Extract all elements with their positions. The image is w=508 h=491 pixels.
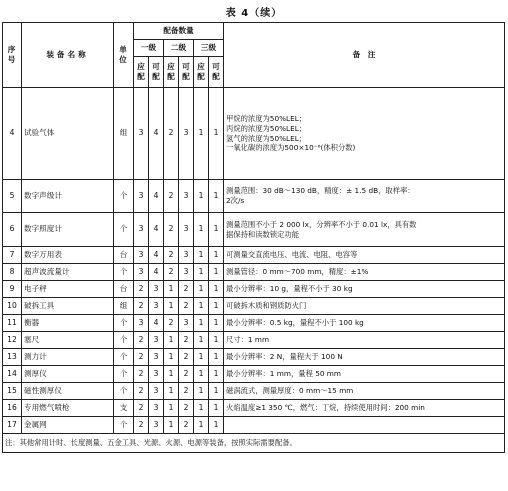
- remarks-cell: [224, 247, 505, 264]
- quantity-cell: 3: [179, 315, 194, 332]
- unit-cell: 个: [114, 180, 134, 213]
- quantity-cell: 3: [134, 213, 149, 247]
- seq-cell: 4: [3, 88, 22, 180]
- quantity-cell: 1: [209, 213, 224, 247]
- header-unit: 单位: [114, 23, 134, 88]
- quantity-cell: 2: [164, 180, 179, 213]
- quantity-cell: 3: [134, 180, 149, 213]
- quantity-cell: 4: [149, 88, 164, 180]
- quantity-cell: 2: [164, 88, 179, 180]
- quantity-cell: 1: [194, 281, 209, 298]
- quantity-cell: 1: [209, 88, 224, 180]
- remarks-line: 据保持和读数锁定功能: [226, 229, 299, 239]
- equipment-name-cell: 塞尺: [22, 332, 114, 349]
- table-title: 表 4（续）: [225, 8, 283, 19]
- table-row: [3, 349, 505, 366]
- quantity-cell: 1: [209, 281, 224, 298]
- seq-cell: 6: [3, 213, 22, 247]
- header-level-3: 三级: [194, 40, 224, 57]
- remarks-line: 测量管径：0 mm～700 mm，精度：±1%: [226, 267, 369, 277]
- unit-cell: 台: [114, 247, 134, 264]
- header-seq: 序号: [3, 23, 22, 88]
- quantity-cell: 1: [194, 88, 209, 180]
- unit-cell: 支: [114, 400, 134, 417]
- quantity-cell: 1: [209, 247, 224, 264]
- quantity-cell: 3: [179, 264, 194, 281]
- quantity-cell: 4: [149, 247, 164, 264]
- quantity-cell: 2: [134, 417, 149, 434]
- equipment-table: [2, 22, 505, 453]
- quantity-cell: 4: [149, 315, 164, 332]
- remarks-cell: [224, 213, 505, 247]
- table-row: [3, 281, 505, 298]
- quantity-cell: 1: [209, 366, 224, 383]
- seq-cell: 10: [3, 298, 22, 315]
- equipment-name-cell: 测厚仪: [22, 366, 114, 383]
- remarks-line: 火焰温度≥1 350 ℃，燃气：丁烷，持续使用时间：200 min: [226, 403, 425, 413]
- header-name: 装备名称: [22, 23, 114, 88]
- remarks-line: 甲烷的浓度为50%LEL；: [226, 113, 307, 123]
- remarks-cell: [224, 417, 505, 434]
- unit-cell: 个: [114, 213, 134, 247]
- remarks-line: 最小分辨率：10 g，量程不小于 30 kg: [226, 284, 353, 294]
- quantity-cell: 2: [179, 332, 194, 349]
- table-body: [3, 88, 505, 434]
- quantity-cell: 1: [164, 400, 179, 417]
- table-row: [3, 383, 505, 400]
- remarks-cell: [224, 366, 505, 383]
- quantity-cell: 1: [209, 400, 224, 417]
- quantity-cell: 2: [134, 400, 149, 417]
- quantity-cell: 2: [179, 400, 194, 417]
- table-row: [3, 366, 505, 383]
- quantity-cell: 1: [194, 349, 209, 366]
- quantity-cell: 2: [179, 281, 194, 298]
- remarks-line: 最小分辨率：0.5 kg，量程不小于 100 kg: [226, 318, 364, 328]
- table-row: [3, 400, 505, 417]
- quantity-cell: 3: [149, 298, 164, 315]
- header-could: 可配: [209, 57, 224, 88]
- equipment-name-cell: 测力计: [22, 349, 114, 366]
- quantity-cell: 1: [209, 298, 224, 315]
- quantity-cell: 3: [179, 180, 194, 213]
- quantity-cell: 1: [194, 332, 209, 349]
- remarks-line: 一氧化碳的浓度为500×10⁻⁶(体积分数): [226, 143, 356, 153]
- header-level-2: 二级: [164, 40, 194, 57]
- table-header: [3, 23, 505, 88]
- seq-cell: 13: [3, 349, 22, 366]
- unit-cell: 台: [114, 281, 134, 298]
- quantity-cell: 2: [134, 349, 149, 366]
- quantity-cell: 1: [164, 366, 179, 383]
- quantity-cell: 2: [179, 417, 194, 434]
- remarks-cell: [224, 180, 505, 213]
- quantity-cell: 1: [209, 315, 224, 332]
- seq-cell: 15: [3, 383, 22, 400]
- remarks-line: 最小分辨率：1 mm，量程 50 mm: [226, 369, 342, 379]
- quantity-cell: 3: [134, 264, 149, 281]
- quantity-cell: 2: [164, 264, 179, 281]
- remarks-line: 尺寸：1 mm: [226, 335, 270, 345]
- quantity-cell: 1: [164, 332, 179, 349]
- equipment-name-cell: 衡器: [22, 315, 114, 332]
- table-row: [3, 213, 505, 247]
- quantity-cell: 1: [194, 383, 209, 400]
- seq-cell: 7: [3, 247, 22, 264]
- unit-cell: 个: [114, 349, 134, 366]
- quantity-cell: 1: [209, 180, 224, 213]
- quantity-cell: 1: [194, 213, 209, 247]
- remarks-line: 测量范围不小于 2 000 lx，分辨率不小于 0.01 lx，具有数: [226, 219, 417, 229]
- equipment-name-cell: 破拆工具: [22, 298, 114, 315]
- remarks-cell: [224, 383, 505, 400]
- quantity-cell: 4: [149, 180, 164, 213]
- quantity-cell: 3: [149, 417, 164, 434]
- header-quantity: 配备数量: [134, 23, 224, 40]
- quantity-cell: 2: [164, 315, 179, 332]
- quantity-cell: 4: [149, 264, 164, 281]
- remarks-cell: [224, 264, 505, 281]
- quantity-cell: 2: [134, 281, 149, 298]
- table-row: [3, 88, 505, 180]
- remarks-cell: [224, 281, 505, 298]
- quantity-cell: 1: [194, 264, 209, 281]
- unit-cell: 个: [114, 332, 134, 349]
- quantity-cell: 1: [194, 247, 209, 264]
- remarks-cell: [224, 349, 505, 366]
- remarks-line: 氢气的浓度为50%LEL；: [226, 133, 307, 143]
- header-should: 应配: [164, 57, 179, 88]
- remarks-cell: [224, 88, 505, 180]
- header-remarks: 备 注: [224, 23, 505, 88]
- quantity-cell: 3: [179, 213, 194, 247]
- quantity-cell: 1: [194, 400, 209, 417]
- seq-cell: 11: [3, 315, 22, 332]
- quantity-cell: 2: [134, 383, 149, 400]
- seq-cell: 16: [3, 400, 22, 417]
- quantity-cell: 2: [164, 213, 179, 247]
- seq-cell: 5: [3, 180, 22, 213]
- quantity-cell: 1: [194, 417, 209, 434]
- quantity-cell: 4: [149, 213, 164, 247]
- table-row: [3, 180, 505, 213]
- quantity-cell: 3: [179, 88, 194, 180]
- quantity-cell: 3: [149, 349, 164, 366]
- unit-cell: 个: [114, 264, 134, 281]
- seq-cell: 9: [3, 281, 22, 298]
- seq-cell: 14: [3, 366, 22, 383]
- equipment-name-cell: 数字万用表: [22, 247, 114, 264]
- quantity-cell: 1: [194, 315, 209, 332]
- equipment-name-cell: 超声波流量计: [22, 264, 114, 281]
- quantity-cell: 1: [164, 349, 179, 366]
- quantity-cell: 3: [149, 366, 164, 383]
- table-row: [3, 247, 505, 264]
- quantity-cell: 1: [194, 366, 209, 383]
- seq-cell: 8: [3, 264, 22, 281]
- unit-cell: 个: [114, 366, 134, 383]
- quantity-cell: 1: [164, 281, 179, 298]
- quantity-cell: 2: [164, 247, 179, 264]
- header-level-1: 一级: [134, 40, 164, 57]
- table-row: [3, 417, 505, 434]
- quantity-cell: 3: [134, 88, 149, 180]
- quantity-cell: 1: [164, 298, 179, 315]
- quantity-cell: 2: [134, 298, 149, 315]
- remarks-line: 磁涡流式，测量厚度：0 mm～15 mm: [226, 386, 354, 396]
- quantity-cell: 2: [179, 383, 194, 400]
- remarks-cell: [224, 315, 505, 332]
- quantity-cell: 2: [179, 366, 194, 383]
- quantity-cell: 3: [149, 383, 164, 400]
- quantity-cell: 1: [209, 349, 224, 366]
- equipment-name-cell: 电子秤: [22, 281, 114, 298]
- unit-cell: 个: [114, 417, 134, 434]
- quantity-cell: 1: [164, 417, 179, 434]
- quantity-cell: 3: [149, 281, 164, 298]
- unit-cell: 个: [114, 383, 134, 400]
- table-row: [3, 298, 505, 315]
- header-could: 可配: [149, 57, 164, 88]
- quantity-cell: 2: [134, 366, 149, 383]
- header-should: 应配: [134, 57, 149, 88]
- remarks-line: 测量范围：30 dB～130 dB，精度：± 1.5 dB，取样率：: [226, 186, 415, 196]
- remarks-line: 2次/s: [226, 196, 245, 205]
- unit-cell: 组: [114, 88, 134, 180]
- quantity-cell: 1: [209, 417, 224, 434]
- quantity-cell: 1: [209, 332, 224, 349]
- remarks-line: 可测量交直流电压、电流、电阻、电容等: [226, 250, 358, 260]
- header-could: 可配: [179, 57, 194, 88]
- quantity-cell: 2: [179, 349, 194, 366]
- quantity-cell: 2: [134, 332, 149, 349]
- equipment-name-cell: 数字照度计: [22, 213, 114, 247]
- seq-cell: 12: [3, 332, 22, 349]
- table-footnote: 注：其他常用计时、长度测量、五金工具、光源、火源、电源等装备，按照实际需要配备。: [3, 434, 505, 453]
- header-should: 应配: [194, 57, 209, 88]
- seq-cell: 17: [3, 417, 22, 434]
- equipment-name-cell: 磁性测厚仪: [22, 383, 114, 400]
- equipment-name-cell: 金属网: [22, 417, 114, 434]
- quantity-cell: 1: [209, 264, 224, 281]
- quantity-cell: 3: [149, 332, 164, 349]
- table-row: [3, 315, 505, 332]
- remarks-cell: [224, 298, 505, 315]
- unit-cell: 组: [114, 298, 134, 315]
- quantity-cell: 3: [134, 315, 149, 332]
- remarks-line: 丙烷的浓度为50%LEL；: [226, 123, 307, 133]
- quantity-cell: 1: [194, 298, 209, 315]
- quantity-cell: 3: [179, 247, 194, 264]
- quantity-cell: 3: [134, 247, 149, 264]
- quantity-cell: 1: [209, 383, 224, 400]
- equipment-name-cell: 试验气体: [22, 88, 114, 180]
- unit-cell: 个: [114, 315, 134, 332]
- table-row: [3, 332, 505, 349]
- quantity-cell: 1: [164, 383, 179, 400]
- remarks-cell: [224, 332, 505, 349]
- quantity-cell: 3: [149, 400, 164, 417]
- quantity-cell: 2: [179, 298, 194, 315]
- remarks-line: 最小分辨率：2 N，量程大于 100 N: [226, 352, 343, 362]
- remarks-cell: [224, 400, 505, 417]
- remarks-line: 可破拆木质和钢质防火门: [226, 301, 307, 311]
- equipment-name-cell: 专用燃气喷枪: [22, 400, 114, 417]
- table-row: [3, 264, 505, 281]
- equipment-name-cell: 数字声级计: [22, 180, 114, 213]
- quantity-cell: 1: [194, 180, 209, 213]
